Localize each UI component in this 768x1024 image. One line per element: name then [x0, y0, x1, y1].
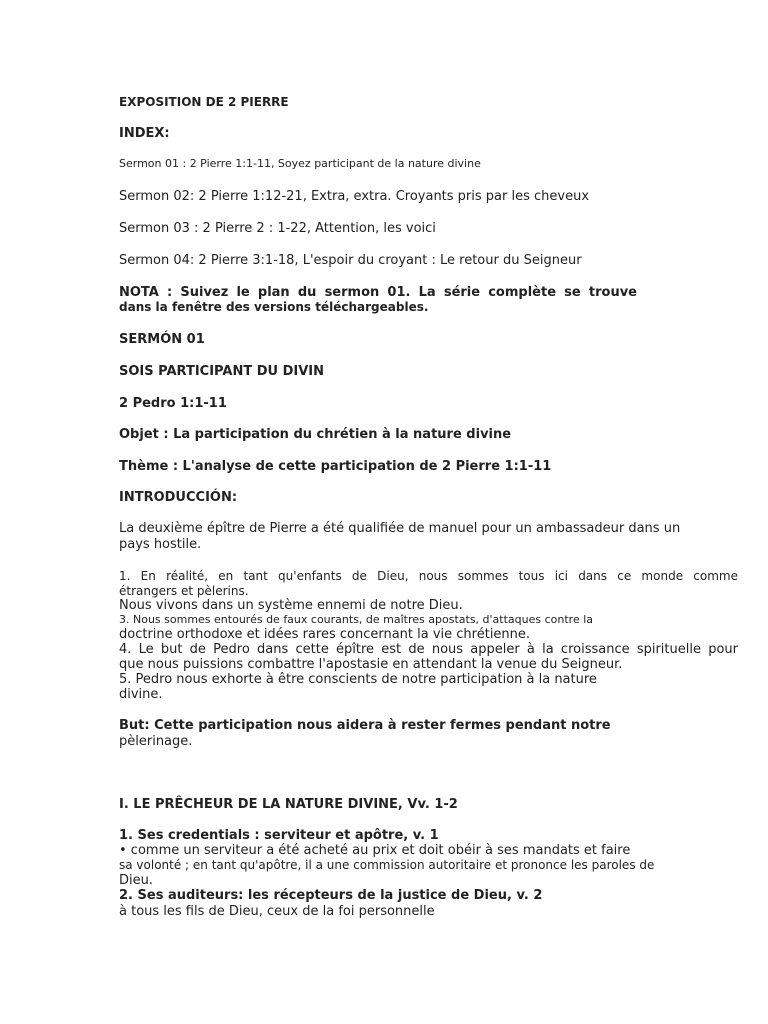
document-title: EXPOSITION DE 2 PIERRE: [119, 95, 289, 109]
theme-line: Thème : L'analyse de cette participation de 2 Pierre 1:1-11: [119, 459, 552, 474]
index-heading: INDEX:: [119, 126, 170, 141]
point-line-5: doctrine orthodoxe et idées rares concernant la vie chrétienne.: [119, 627, 531, 642]
subheading-1-text-line-2: sa volonté ; en tant qu'apôtre, il a une commission autoritaire et prononce les paroles de: [119, 858, 655, 872]
point-line-3: Nous vivons dans un système ennemi de notre Dieu.: [119, 598, 463, 613]
index-item-2: Sermon 02: 2 Pierre 1:12-21, Extra, extra. Croyants pris par les cheveux: [119, 189, 590, 204]
point-line-4: 3. Nous sommes entourés de faux courants, de maîtres apostats, d'attaques contre la: [119, 613, 594, 626]
subheading-1-text-line-1: • comme un serviteur a été acheté au prix et doit obéir à ses mandats et faire: [119, 843, 631, 858]
index-item-1: Sermon 01 : 2 Pierre 1:1-11, Soyez participant de la nature divine: [119, 157, 481, 170]
point-line-2: étrangers et pèlerins.: [119, 584, 249, 598]
sermon-title: SOIS PARTICIPANT DU DIVIN: [119, 364, 324, 379]
subheading-1-text-line-3: Dieu.: [119, 873, 153, 888]
point-line-1: 1. En réalité, en tant qu'enfants de Dieu, nous sommes tous ici dans ce monde comme: [119, 569, 738, 583]
section-heading-1: I. LE PRÊCHEUR DE LA NATURE DIVINE, Vv. 1-2: [119, 797, 458, 812]
point-line-7: que nous puissions combattre l'apostasie en attendant la venue du Seigneur.: [119, 657, 623, 672]
introduction-heading: INTRODUCCIÓN:: [119, 490, 238, 505]
sermon-label: SERMÓN 01: [119, 332, 205, 347]
passage-reference: 2 Pedro 1:1-11: [119, 396, 227, 411]
point-line-6: 4. Le but de Pedro dans cette épître est de nous appeler à la croissance spirituelle pour: [119, 642, 738, 657]
point-line-9: divine.: [119, 687, 163, 702]
subheading-1: 1. Ses credentials : serviteur et apôtre, v. 1: [119, 828, 439, 843]
intro-paragraph-line-2: pays hostile.: [119, 537, 202, 552]
subheading-2-text: à tous les fils de Dieu, ceux de la foi personnelle: [119, 904, 435, 919]
intro-paragraph-line-1: La deuxième épître de Pierre a été qualifiée de manuel pour un ambassadeur dans un: [119, 521, 681, 536]
subheading-2: 2. Ses auditeurs: les récepteurs de la justice de Dieu, v. 2: [119, 888, 543, 903]
index-item-3: Sermon 03 : 2 Pierre 2 : 1-22, Attention, les voici: [119, 221, 436, 236]
nota-line-2: dans la fenêtre des versions téléchargeables.: [119, 300, 429, 314]
objet-line: Objet : La participation du chrétien à la nature divine: [119, 427, 512, 442]
point-line-8: 5. Pedro nous exhorte à être conscients de notre participation à la nature: [119, 672, 597, 687]
nota-line-1: NOTA : Suivez le plan du sermon 01. La série complète se trouve: [119, 285, 637, 300]
but-line-2: pèlerinage.: [119, 734, 193, 749]
index-item-4: Sermon 04: 2 Pierre 3:1-18, L'espoir du croyant : Le retour du Seigneur: [119, 253, 582, 268]
but-line-1: But: Cette participation nous aidera à rester fermes pendant notre: [119, 718, 611, 733]
